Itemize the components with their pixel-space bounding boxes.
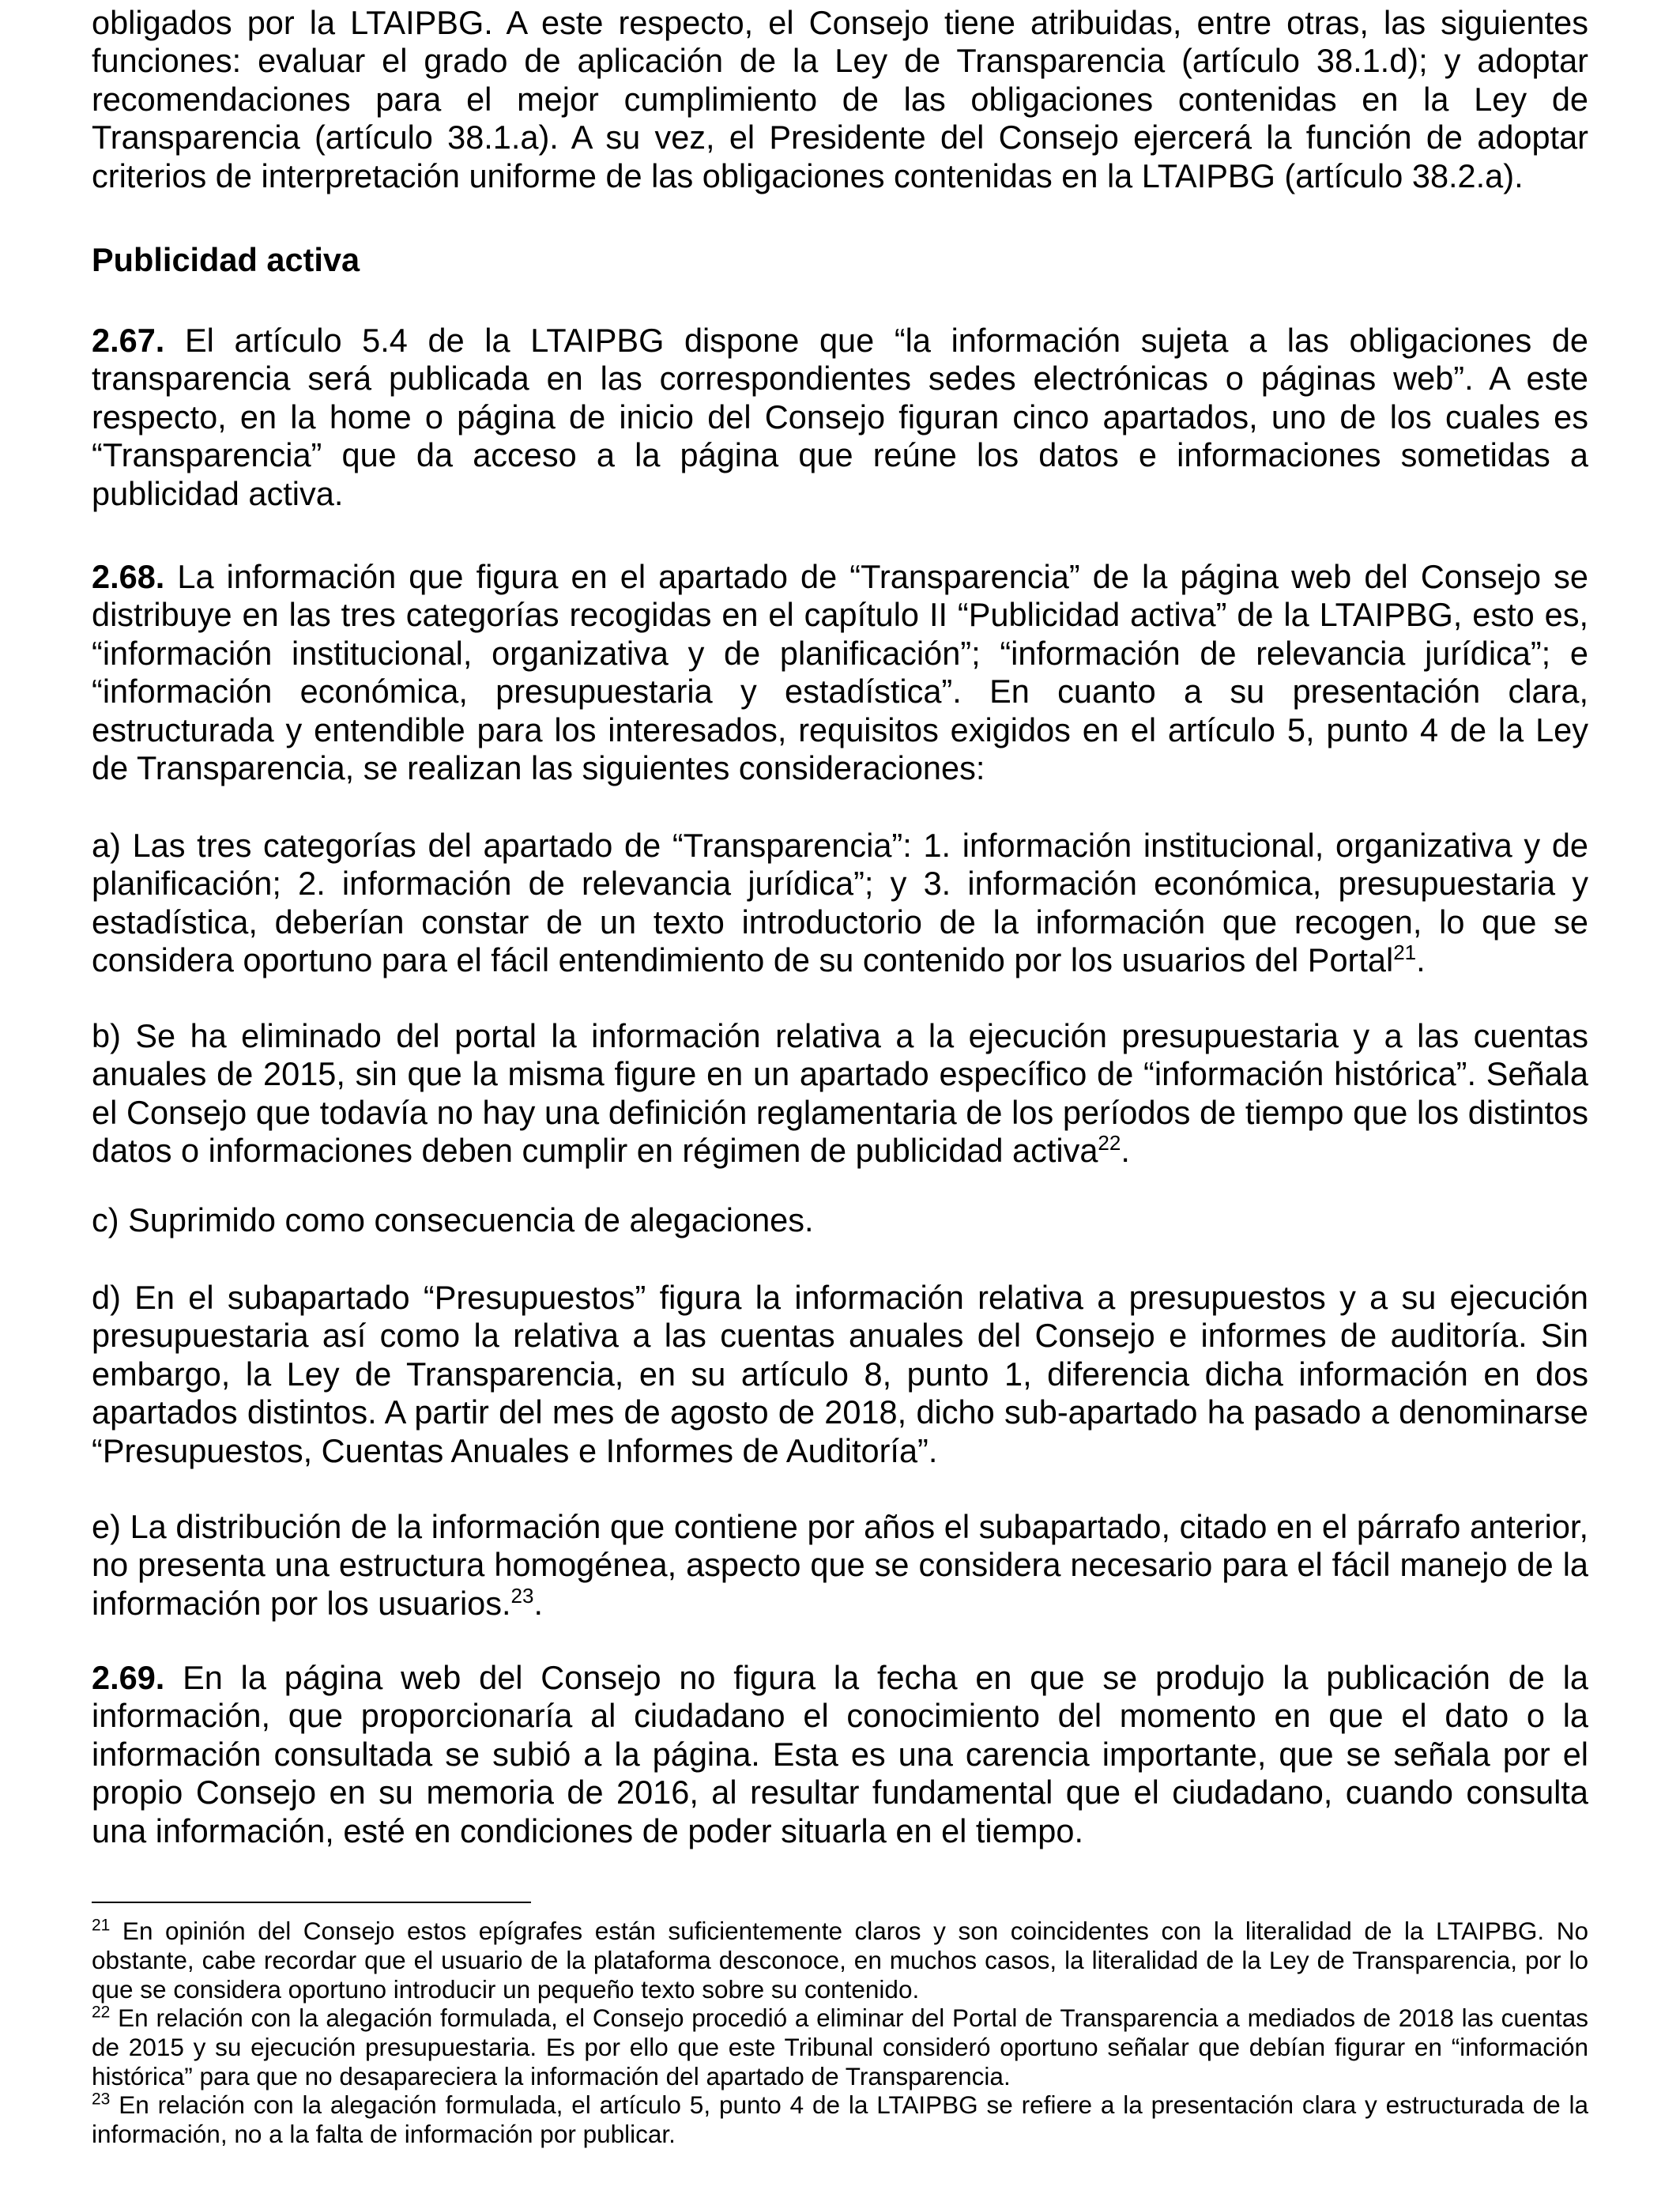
- footnote-ref: 22: [1098, 1131, 1121, 1155]
- footnote-ref: 23: [510, 1583, 534, 1608]
- footnote-21: [92, 1917, 1588, 2004]
- paragraph-number: 2.68.: [92, 558, 165, 595]
- footnote-text: En relación con la alegación formulada, el Consejo procedió a eliminar del Portal de Transparencia a mediados de 2018 las cuentas de 2015 y su ejecución presupuestaria. Es por ello que este Tribunal consideró oportuno señalar que debían figurar en “información histórica” para que no desapareciera la información del apartado de Transparencia.: [92, 2004, 1588, 2090]
- paragraph-text: La información que figura en el apartado de “Transparencia” de la página web del Consejo se distribuye en las tres categorías recogidas en el capítulo II “Publicidad activa” de la LTAIPBG, esto es, “información institucional, organizativa y de planificación”; “información de relevancia jurídica”; e “información económica, presupuestaria y estadística”. En cuanto a su presentación clara, estructurada y entendible para los interesados, requisitos exigidos en el artículo 5, punto 4 de la Ley de Transparencia, se realizan las siguientes consideraciones:: [92, 558, 1588, 787]
- item-a: [92, 827, 1588, 980]
- item-text: d) En el subapartado “Presupuestos” figura la información relativa a presupuestos y a su ejecución presupuestaria así como la relativa a las cuentas anuales del Consejo e informes de auditoría. Sin embargo, la Ley de Transparencia, en su artículo 8, punto 1, diferencia dicha información en dos apartados distintos. A partir del mes de agosto de 2018, dicho sub-apartado ha pasado a denominarse “Presupuestos, Cuentas Anuales e Informes de Auditoría”.: [92, 1279, 1588, 1469]
- item-b: [92, 1017, 1588, 1171]
- paragraph-2-68: [92, 558, 1588, 787]
- item-d: [92, 1279, 1588, 1470]
- item-text: c) Suprimido como consecuencia de alegaciones.: [92, 1201, 814, 1238]
- paragraph-2-69: [92, 1659, 1588, 1850]
- item-text: a) Las tres categorías del apartado de “Transparencia”: 1. información institucional, organizativa y de planificación; 2. información de relevancia jurídica”; y 3. información económica, presupuestaria y estadística, deberían constar de un texto introductorio de la información que recogen, lo que se considera oportuno para el fácil entendimiento de su contenido por los usuarios del Portal: [92, 827, 1588, 979]
- paragraph-number: 2.67.: [92, 322, 165, 359]
- paragraph-2-67: [92, 322, 1588, 513]
- item-text: b) Se ha eliminado del portal la información relativa a la ejecución presupuestaria y a las cuentas anuales de 2015, sin que la misma figure en un apartado específico de “información histórica”. Señala el Consejo que todavía no hay una definición reglamentaria de los períodos de tiempo que los distintos datos o informaciones deben cumplir en régimen de publicidad activa: [92, 1017, 1588, 1170]
- footnote-number: 21: [92, 1916, 111, 1935]
- footnote-separator: [92, 1902, 531, 1903]
- paragraph-number: 2.69.: [92, 1659, 165, 1696]
- intro-paragraph: obligados por la LTAIPBG. A este respecto, el Consejo tiene atribuidas, entre otras, las siguientes funciones: evaluar el grado de aplicación de la Ley de Transparencia (artículo 38.1.d); y adoptar recomendaciones para el mejor cumplimiento de las obligaciones contenidas en la Ley de Transparencia (artículo 38.1.a). A su vez, el Presidente del Consejo ejercerá la función de adoptar criterios de interpretación uniforme de las obligaciones contenidas en la LTAIPBG (artículo 38.2.a).: [92, 4, 1588, 194]
- item-c: [92, 1201, 1588, 1239]
- footnote-23: [92, 2090, 1588, 2149]
- item-tail: .: [1416, 941, 1426, 979]
- footnote-22: [92, 2004, 1588, 2091]
- section-heading: Publicidad activa: [92, 241, 360, 278]
- paragraph-text: En la página web del Consejo no figura la fecha en que se produjo la publicación de la información, que proporcionaría al ciudadano el conocimiento del momento en que el dato o la información consultada se subió a la página. Esta es una carencia importante, que se señala por el propio Consejo en su memoria de 2016, al resultar fundamental que el ciudadano, cuando consulta una información, esté en condiciones de poder situarla en el tiempo.: [92, 1659, 1588, 1849]
- item-e: [92, 1508, 1588, 1623]
- item-tail: .: [1121, 1132, 1130, 1170]
- paragraph-text: El artículo 5.4 de la LTAIPBG dispone que “la información sujeta a las obligaciones de transparencia será publicada en las correspondientes sedes electrónicas o páginas web”. A este respecto, en la home o página de inicio del Consejo figuran cinco apartados, uno de los cuales es “Transparencia” que da acceso a la página que reúne los datos e informaciones sometidas a publicidad activa.: [92, 322, 1588, 512]
- footnote-number: 23: [92, 2090, 111, 2109]
- footnote-text: En opinión del Consejo estos epígrafes están suficientemente claros y son coincidentes con la literalidad de la LTAIPBG. No obstante, cabe recordar que el usuario de la plataforma desconoce, en muchos casos, la literalidad de la Ley de Transparencia, por lo que se considera oportuno introducir un pequeño texto sobre su contenido.: [92, 1917, 1588, 2004]
- footnote-text: En relación con la alegación formulada, el artículo 5, punto 4 de la LTAIPBG se refiere a la presentación clara y estructurada de la información, no a la falta de información por publicar.: [92, 2090, 1588, 2148]
- item-tail: .: [533, 1584, 543, 1622]
- item-text: e) La distribución de la información que contiene por años el subapartado, citado en el párrafo anterior, no presenta una estructura homogénea, aspecto que se considera necesario para el fácil manejo de la información por los usuarios.: [92, 1508, 1588, 1622]
- footnote-ref: 21: [1393, 941, 1417, 965]
- footnote-number: 22: [92, 2003, 111, 2022]
